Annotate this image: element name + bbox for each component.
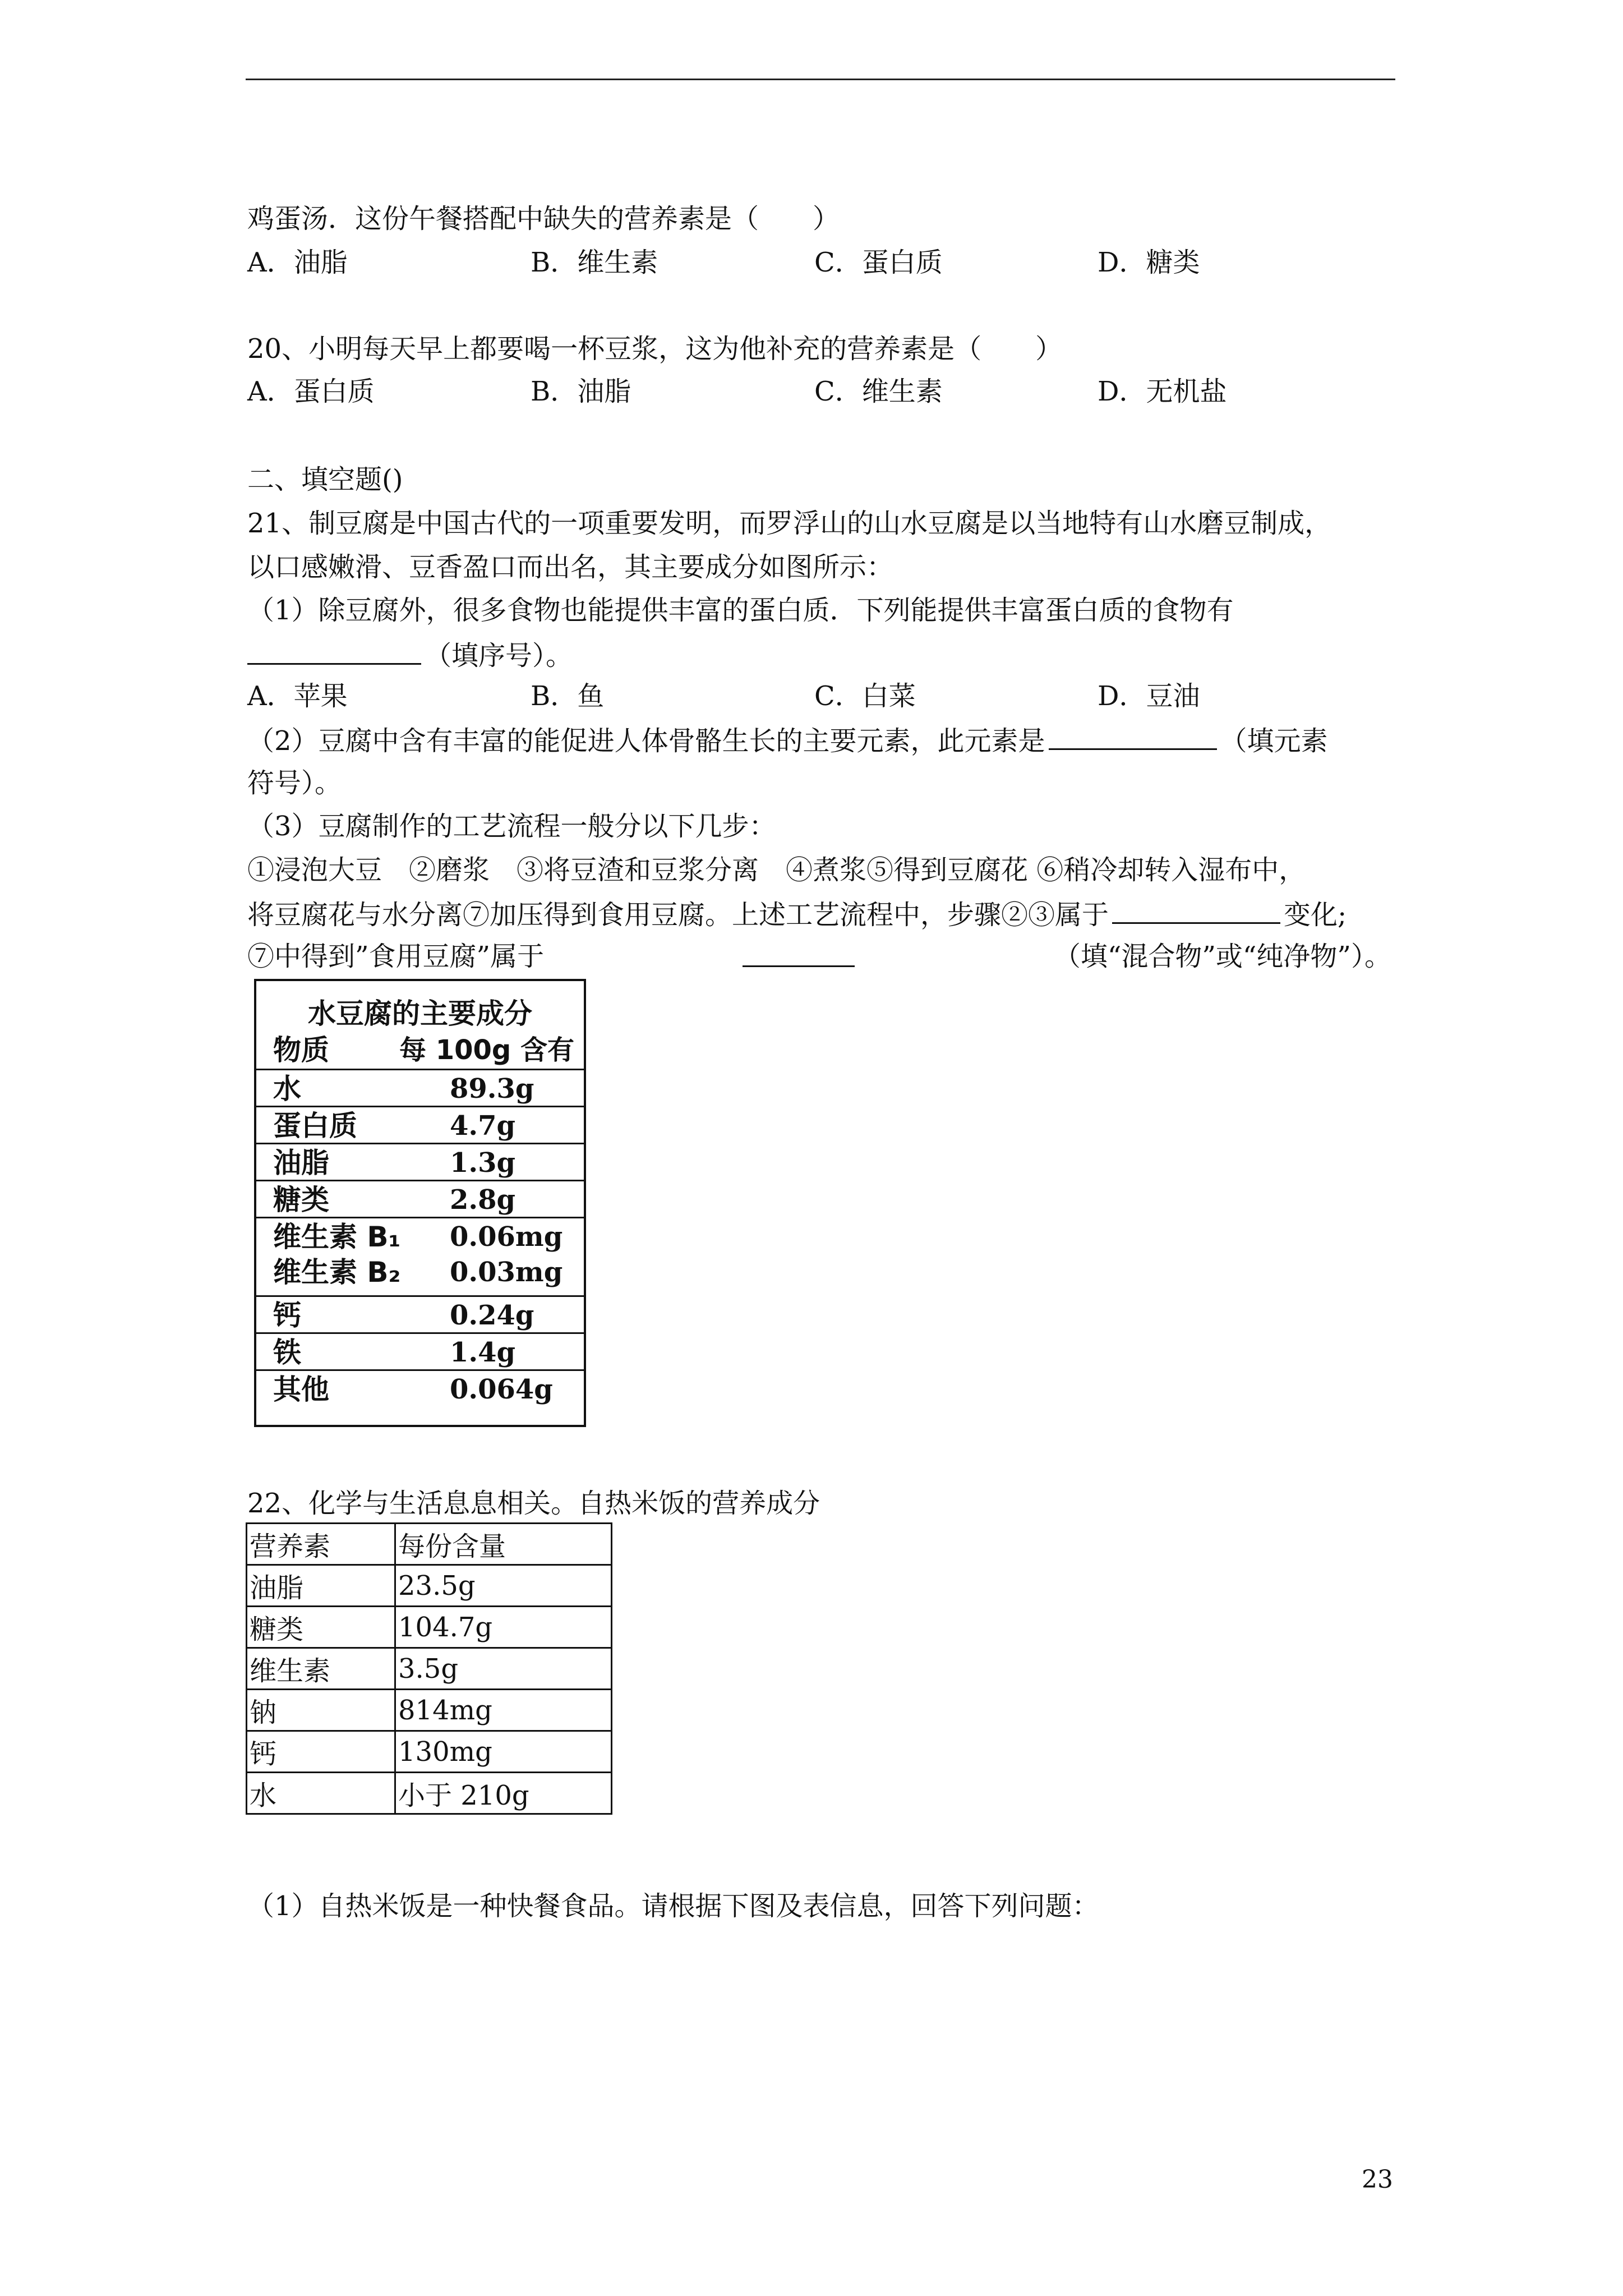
page-number: 23 [1362, 2165, 1393, 2194]
q21-line1: 21、制豆腐是中国古代的一项重要发明，而罗浮山的山水豆腐是以当地特有山水磨豆制成， [247, 508, 1332, 539]
q21-option-d: D．豆油 [1098, 680, 1200, 712]
table-row: 钙 0.24g [256, 1295, 584, 1297]
q20-option-c: C．维生素 [814, 376, 943, 407]
header-rule [246, 79, 1395, 80]
q21-option-a: A．苹果 [247, 680, 348, 712]
table-row: 钠 814mg [247, 1690, 612, 1731]
table-row: 维生素 B₁ 0.06mg [256, 1217, 584, 1218]
table-row: 营养素 每份含量 [247, 1524, 612, 1565]
q21-part3-line3: 将豆腐花与水分离⑦加压得到食用豆腐。上述工艺流程中，步骤②③属于 变化; [247, 898, 1347, 931]
table-row: 油脂 1.3g [256, 1143, 584, 1144]
q19-option-b: B．维生素 [531, 247, 658, 278]
q20-option-d: D．无机盐 [1098, 376, 1227, 407]
answer-blank-4[interactable] [743, 941, 855, 967]
q21-part1-line2: （填序号）。 [247, 638, 573, 671]
q21-line2: 以口感嫩滑、豆香盈口而出名，其主要成分如图所示： [247, 551, 894, 583]
q21-part2-line1: （2）豆腐中含有丰富的能促进人体骨骼生长的主要元素，此元素是 （填元素 [247, 724, 1328, 757]
table-row: 水 小于 210g [247, 1773, 612, 1814]
tofu-composition-table: 水豆腐的主要成分 物质 每 100g 含有 水 89.3g 蛋白质 4.7g 油脂 1.3g 糖类 2.8g 维生素 B₁ 0.06mg 维生素 B₂ 0.03mg 钙 0.24g 铁 1.4g 其他 0.064g [254, 979, 586, 1427]
table-row: 维生素 3.5g [247, 1648, 612, 1690]
q21-part3-line2: ①浸泡大豆 ②磨浆 ③将豆渣和豆浆分离 ④煮浆⑤得到豆腐花 ⑥稍冷却转入湿布中， [247, 854, 1306, 886]
table-row: 钙 130mg [247, 1731, 612, 1773]
answer-blank-2[interactable] [1049, 724, 1217, 750]
table-row: 糖类 104.7g [247, 1607, 612, 1648]
q21-part3-line1: （3）豆腐制作的工艺流程一般分以下几步： [247, 811, 776, 842]
q19-option-a: A．油脂 [247, 247, 348, 278]
q20-stem: 20、小明每天早上都要喝一杯豆浆，这为他补充的营养素是（ ） [247, 333, 1063, 365]
table-row: 糖类 2.8g [256, 1180, 584, 1181]
table-row: 铁 1.4g [256, 1332, 584, 1334]
q21-option-b: B．鱼 [531, 680, 605, 712]
section-title: 二、填空题() [247, 464, 403, 495]
table1-title: 水豆腐的主要成分 [308, 997, 532, 1030]
q21-option-c: C．白菜 [814, 680, 916, 712]
answer-blank-1[interactable] [247, 638, 421, 665]
q19-option-d: D．糖类 [1098, 247, 1200, 278]
table-row: 油脂 23.5g [247, 1565, 612, 1607]
table1-header: 物质 每 100g 含有 [273, 1034, 574, 1066]
q22-stem: 22、化学与生活息息相关。自热米饭的营养成分 [247, 1488, 820, 1519]
q22-part1: （1）自热米饭是一种快餐食品。请根据下图及表信息，回答下列问题： [247, 1890, 1099, 1922]
table-row: 水 89.3g [256, 1069, 584, 1070]
q19-option-c: C．蛋白质 [814, 247, 943, 278]
q21-part1-line1: （1）除豆腐外，很多食物也能提供丰富的蛋白质．下列能提供丰富蛋白质的食物有 [247, 595, 1234, 626]
q21-part2-line2: 符号）。 [247, 767, 342, 799]
table-row: 其他 0.064g [256, 1369, 584, 1371]
q19-stem: 鸡蛋汤．这份午餐搭配中缺失的营养素是（ ） [247, 203, 840, 234]
table-row: 蛋白质 4.7g [256, 1106, 584, 1107]
q20-option-b: B．油脂 [531, 376, 631, 407]
answer-blank-3[interactable] [1112, 898, 1280, 924]
rice-nutrition-table [246, 1522, 612, 1815]
q20-option-a: A．蛋白质 [247, 376, 375, 407]
q21-part3-line4: ⑦中得到”食用豆腐”属于 （填“混合物”或“纯净物”）。 [247, 941, 1391, 972]
